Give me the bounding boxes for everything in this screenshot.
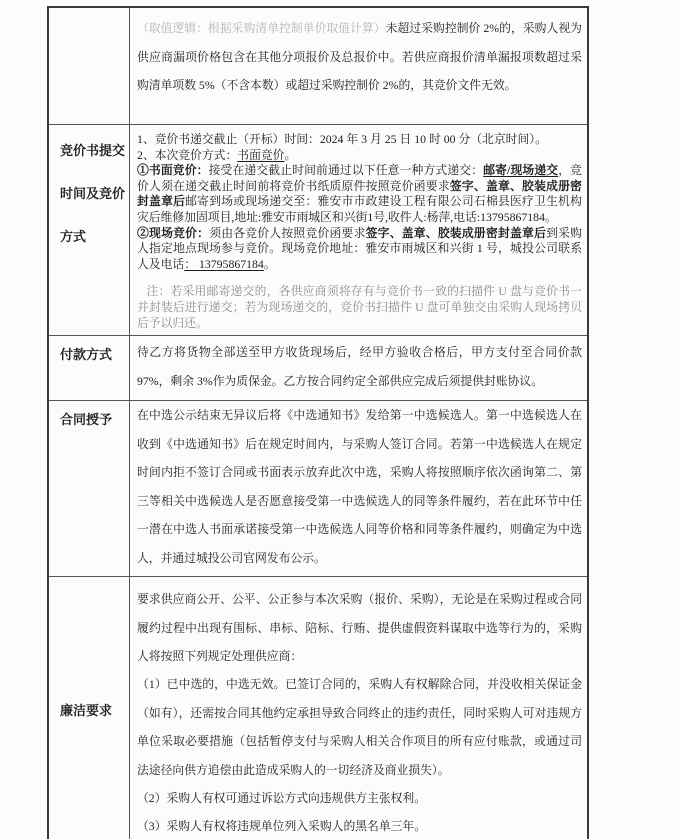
paragraph	[137, 284, 582, 331]
text-run: 签字、盖章、胶装成册密封盖章后	[137, 178, 582, 209]
paragraph	[137, 163, 582, 225]
text-run: ①书面竞价：	[137, 163, 209, 178]
paragraph	[137, 812, 582, 839]
row-content	[130, 336, 587, 400]
table-row-payment-method	[49, 336, 587, 401]
text-run: 。	[263, 256, 276, 271]
row-label	[49, 8, 130, 124]
paragraph	[137, 585, 582, 670]
text-run: 2、本次竞价方式：	[137, 147, 238, 162]
text-run: 待乙方将货物全部送至甲方收货现场后，经甲方验收合格后，甲方支付至合同价款 97%，剩余 3%作为质保金。乙方按合同约定全部供应完成后须提供封账协议。	[137, 345, 582, 389]
row-label: 廉洁要求	[49, 577, 130, 839]
paragraph	[137, 226, 582, 273]
text-run: （1）已中选的，中选无效。已签订合同的，采购人有权解除合同，并没收相关保证金（如有），还需按合同其他约定承担导致合同终止的违约责任，同时采购人可对违规方单位采取必要措施（包括暂停支付与采购人相关合作项目的所有应付账款，或通过司法途径向供方追偿由此造成采购人的一切经济及商业损失）。	[137, 677, 582, 777]
text-run: 要求供应商公开、公平、公正参与本次采购（报价、采购），无论是在采购过程或合同履约过程中出现有围标、串标、陪标、行贿、提供虚假资料谋取中选等行为的，采购人将按照下列规定处理供应商：	[137, 592, 582, 663]
procurement-terms-table	[47, 6, 589, 839]
text-run: 签字、盖章、胶装成册密封盖章后	[365, 225, 547, 240]
row-content	[130, 577, 587, 839]
paragraph	[137, 14, 582, 100]
row-label: 合同授予	[49, 401, 130, 576]
text-run: （2）采购人有权可通过诉讼方式向违规供方主张权利。	[137, 790, 427, 805]
paragraph	[137, 132, 582, 148]
paragraph	[137, 401, 582, 572]
text-run: （3）采购人有权将违规单位列入采购人的黑名单三年。	[137, 819, 427, 834]
text-run: 到采购人指定地点现场参与竞价。现场竞价地址：雅安市雨城区和兴街 1 号，城投公司联系人及电话	[137, 225, 582, 271]
paragraph	[137, 338, 582, 396]
text-run: ： 13795867184	[184, 256, 264, 271]
text-run: ，竞价人须在递交截止时间前将竞价书纸质原件按照竞价函要求	[137, 163, 582, 193]
row-content	[130, 8, 587, 124]
row-content	[130, 125, 587, 335]
table-row-bid-submission	[49, 125, 587, 336]
text-run: （取值逻辑：根据采购清单控制单价取值计算）	[137, 21, 386, 35]
text-run: 接受在递交截止时间前通过以下任意一种方式递交：	[208, 163, 484, 178]
text-run: 须由各竞价人按照竞价函要求	[209, 225, 366, 240]
paragraph	[137, 784, 582, 812]
text-run: 书面竞价	[237, 147, 285, 162]
row-label: 付款方式	[49, 336, 130, 400]
text-run: ②现场竞价：	[137, 225, 210, 240]
row-content	[130, 401, 587, 576]
text-run: 在中选公示结束无异议后将《中选通知书》发给第一中选候选人。第一中选候选人在收到《中选通知书》后在规定时间内，与采购人签订合同。若第一中选候选人在规定时间内拒不签订合同或书面表示放弃此次中选，采购人将按照顺序依次函询第二、第三等相关中选候选人是否愿意接受第一中选候选人的同等条件履约，若在此环节中任一潜在中选人书面承诺接受第一中选候选人同等价格和同等条件履约，则确定为中选人，并通过城投公司官网发布公示。	[137, 408, 582, 565]
text-run: 邮寄/现场递交	[483, 163, 559, 178]
text-run: 1、竞价书递交截止（开标）时间：2024 年 3 月 25 日 10 时 00 分（北京时间）。	[137, 132, 547, 146]
row-label: 竞价书提交时间及竞价方式	[49, 125, 130, 335]
paragraph	[137, 148, 582, 164]
table-row-pricing-rule	[49, 8, 587, 125]
table-row-contract-award	[49, 401, 587, 577]
paragraph	[137, 670, 582, 784]
text-run: 。	[284, 147, 297, 162]
table-row-integrity-requirements	[49, 577, 587, 839]
text-run: 未超过采购控制价 2%的，采购人视为供应商漏项价格包含在其他分项报价及总报价中。若供应商报价清单漏报项数超过采购清单项数 5%（不含本数）或超过采购控制价 2%的，其竞价文件无效。	[137, 21, 582, 92]
text-run: 注：若采用邮寄递交的，各供应商须将存有与竞价书一致的扫描件 U 盘与竞价书一并封装后进行递交；若为现场递交的，竞价书扫描件 U 盘可单独交由采购人现场拷贝后予以归还。	[137, 284, 582, 330]
text-run: 邮寄到场或现场递交至：雅安市市政建设工程有限公司石棉县医疗卫生机构灾后维修加固项目,地址:雅安市雨城区和兴街1号,收件人:杨萍,电话:13795867184。	[137, 194, 582, 224]
